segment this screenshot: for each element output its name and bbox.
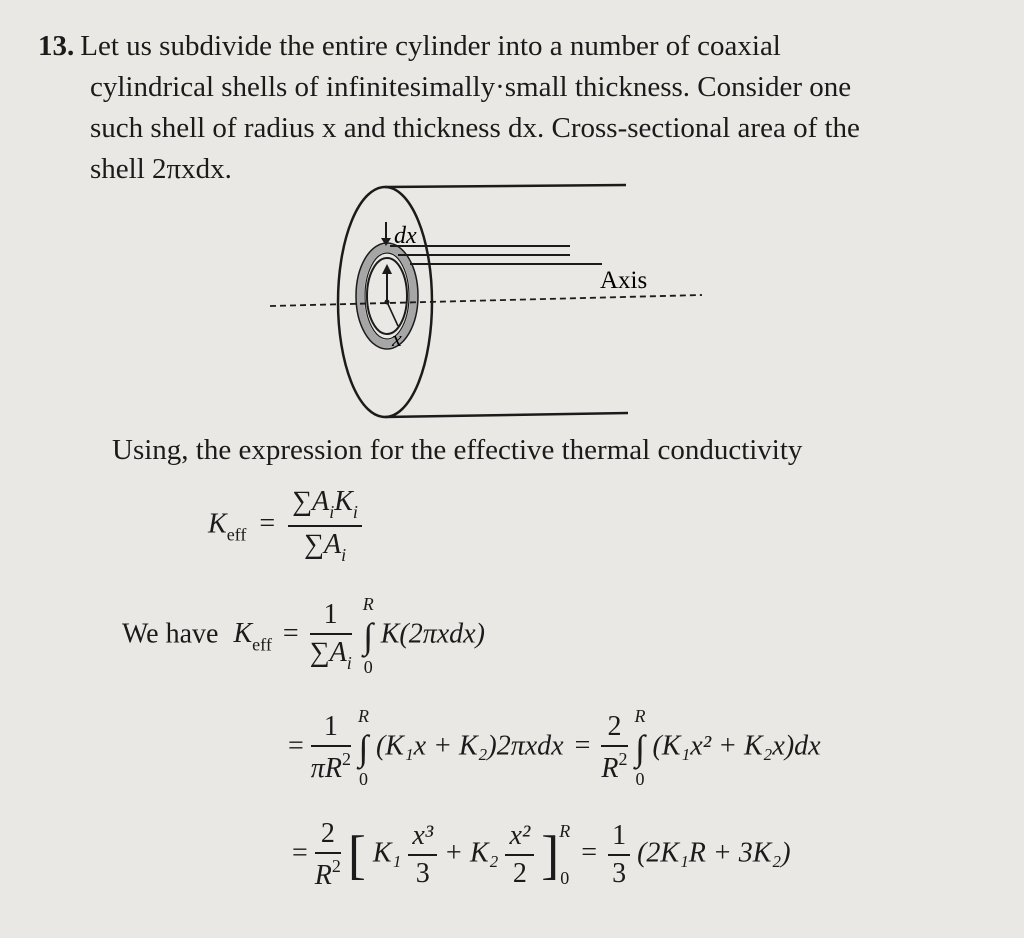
equation-keff-definition: $K_{eff}$ = $\frac{\sum A_iK_i}{\sum A_i}$ [208, 486, 362, 566]
cylinder-bottom-edge [385, 413, 628, 417]
cylinder-top-edge [385, 185, 626, 187]
problem-line-1: 13. Let us subdivide the entire cylinder into a number of coaxial [38, 30, 781, 62]
axis-label: Axis [600, 267, 648, 294]
cylinder-diagram [262, 178, 712, 428]
problem-line-3: such shell of radius x and thickness dx. Cross-sectional area of the [90, 112, 860, 144]
equation-final-result: = $\frac{2}{R^2}$ [ K₁ $\frac{\text{x³}}{3}$ + K₂ $\frac{\text{x²}}{2}$ ] R 0 = $\frac{1}{3}$ (2K₁R + 3K₂) [292, 818, 791, 891]
equation-we-have: We have $K_{eff}$ = $\frac{1}{\sum A_i}$ R ∫ 0 K(2πxdx) [122, 594, 485, 677]
problem-line-4: shell 2πxdx. [90, 153, 232, 185]
dx-label: dx [394, 223, 417, 249]
x-label: x [392, 326, 402, 351]
problem-number: 13. [38, 30, 75, 62]
problem-paragraph [38, 26, 968, 190]
equation-integral-step: = $\frac{1}{\pi R^2}$ R ∫ 0 (K₁x + K₂)2πxdx = $\frac{2}{R^2}$ R ∫ 0 (K₁x² + K₂x)dx [288, 706, 821, 789]
keff-fraction: $\frac{\sum A_iK_i}{\sum A_i}$ [288, 486, 362, 566]
problem-line-2: cylindrical shells of infinitesimally·small thickness. Consider one [90, 71, 852, 103]
using-text: Using, the expression for the effective thermal conductivity [112, 434, 803, 466]
axis-line [270, 295, 702, 306]
